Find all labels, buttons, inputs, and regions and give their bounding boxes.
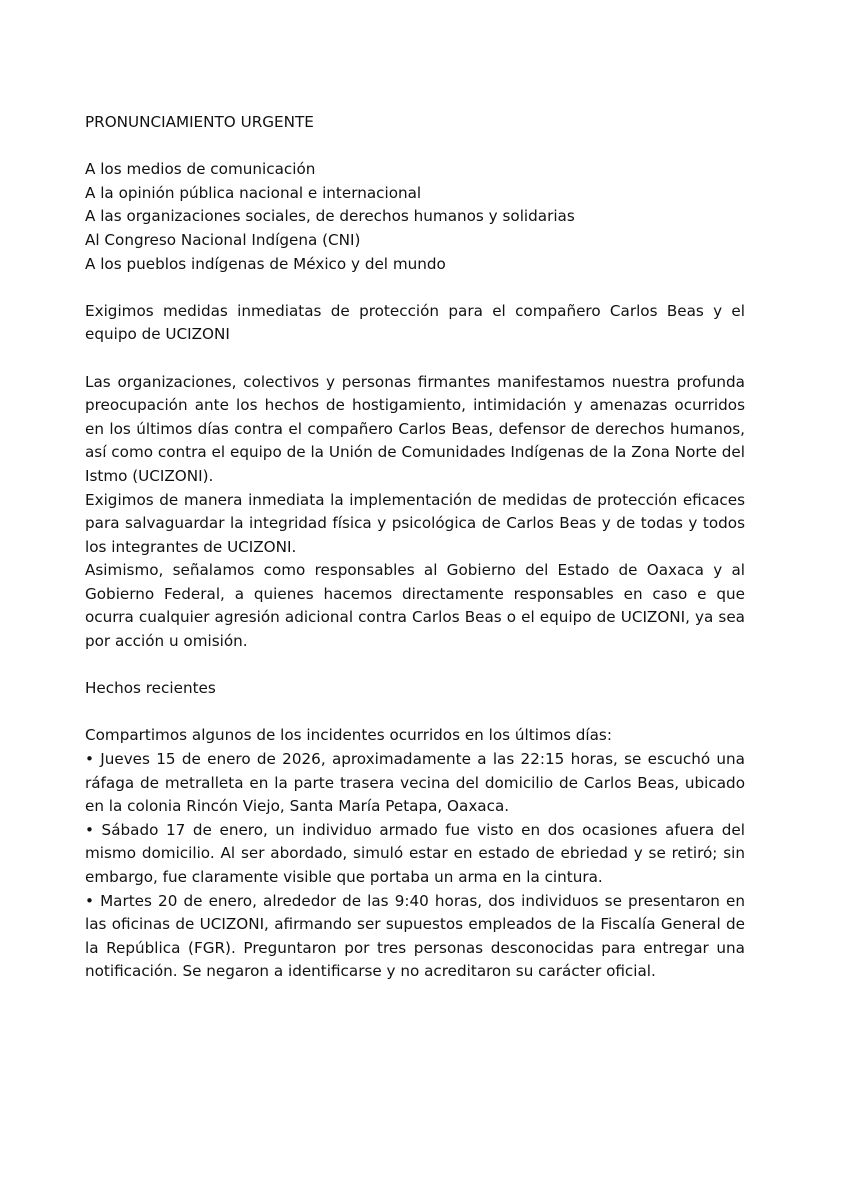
incident-item: • Sábado 17 de enero, un individuo armado fue visto en dos ocasiones afuera del mismo domicilio. Al ser abordado, simuló estar en estado de ebriedad y se retiró; sin embargo, fue claramente visible que portaba un arma en la cintura. [85, 820, 745, 886]
spacer [85, 654, 745, 678]
addressee-line: A las organizaciones sociales, de derechos humanos y solidarias [85, 207, 575, 226]
addressee-line: Al Congreso Nacional Indígena (CNI) [85, 230, 361, 249]
spacer [85, 135, 745, 159]
spacer [85, 276, 745, 300]
body-paragraph: Exigimos de manera inmediata la implementación de medidas de protección eficaces para salvaguardar la integridad física y psicológica de Carlos Beas y de todas y todos los integrantes de UCIZONI. [85, 490, 745, 556]
document-body [85, 111, 745, 984]
addressee-line: A la opinión pública nacional e internacional [85, 183, 422, 202]
incident-item: • Jueves 15 de enero de 2026, aproximadamente a las 22:15 horas, se escuchó una ráfaga de metralleta en la parte trasera vecina del domicilio de Carlos Beas, ubicado en la colonia Rincón Viejo, Santa María Petapa, Oaxaca. [85, 750, 745, 816]
incident-item: • Martes 20 de enero, alrededor de las 9:40 horas, dos individuos se presentaron en las oficinas de UCIZONI, afirmando ser supuestos empleados de la Fiscalía General de la República (FGR). Preguntaron por tres personas desconocidas para entregar una notificación. Se negaron a identificarse y no acreditaron su carácter oficial. [85, 891, 745, 981]
addressee-line: A los pueblos indígenas de México y del mundo [85, 254, 446, 273]
document-title: PRONUNCIAMIENTO URGENTE [85, 113, 314, 131]
spacer [85, 347, 745, 371]
section-heading: Hechos recientes [85, 679, 216, 698]
spacer [85, 701, 745, 725]
body-paragraph: Asimismo, señalamos como responsables al Gobierno del Estado de Oaxaca y al Gobierno Federal, a quienes hacemos directamente responsables en caso e que ocurra cualquier agresión adicional contra Carlos Beas o el equipo de UCIZONI, ya sea por acción u omisión. [85, 561, 745, 651]
body-paragraph: Las organizaciones, colectivos y personas firmantes manifestamos nuestra profunda preocupación ante los hechos de hostigamiento, intimidación y amenazas ocurridos en los últimos días contra el compañero Carlos Beas, defensor de derechos humanos, así como contra el equipo de la Unión de Comunidades Indígenas de la Zona Norte del Istmo (UCIZONI). [85, 372, 745, 485]
demand-heading: Exigimos medidas inmediatas de protección para el compañero Carlos Beas y el equipo de UCIZONI [85, 301, 745, 344]
addressee-line: A los medios de comunicación [85, 160, 316, 179]
incidents-intro: Compartimos algunos de los incidentes ocurridos en los últimos días: [85, 726, 612, 745]
